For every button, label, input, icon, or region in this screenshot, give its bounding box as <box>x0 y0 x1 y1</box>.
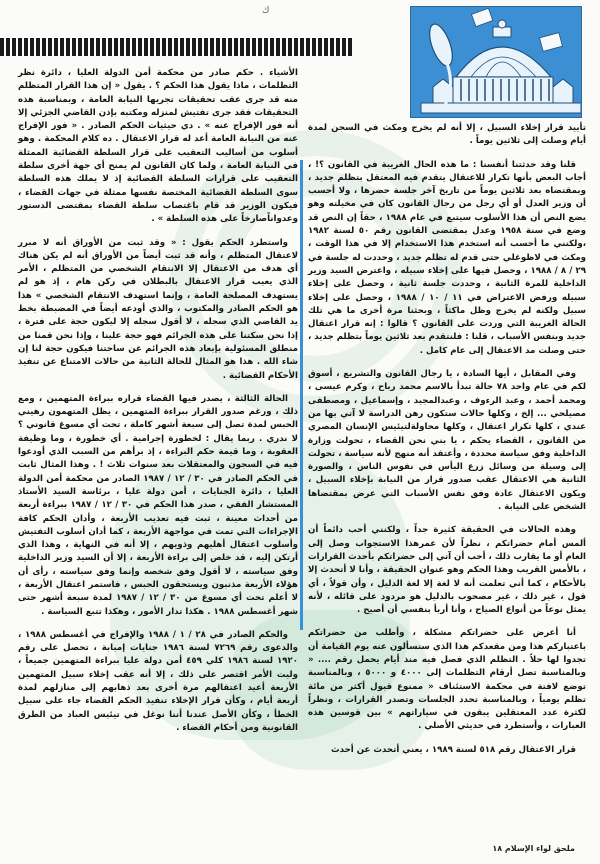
article-paragraph: الأشياء . حكم صادر من محكمة أمن الدولة العليا ، دائرة نظر التظلمات ، ماذا يقول هذا الحكم ؟ . يقول « إن هذا القرار المتظلم منه قد جرى عقب تحقيقات تجريها النيابة العامة ، وبمناسبة هذه التحقيقات فقد جرى تفتيش لمنزله ومكتبه بإذن القاضي الجزئي إلا أنه فور الإفراج عنه » . دي حيثيات الحكم الصادر . « فور الإفراج عنه من النيابة العامة أعد له قرار الاعتقال . ده كلام المحكمة . وهو أسلوب من أساليب التعقيب على قرار السلطة القضائية الممثلة في النيابة العامة ، ولما كان القانون لم يمنح أي جهة أخرى سلطة التعقيب على قرارات السلطة القضائية إذ لا يملك هذه السلطة سوى السلطة القضائية المختصة نفسها ممثلة في جهات القضاء ، فيكون الوزير قد قام باغتصاب سلطة القضاء بمقتضى الدستور وعدواناًصارخاً على هذه السلطة » . <box>18 68 298 225</box>
article-paragraph: تأييد قرار إخلاء السبيل ، إلا أنه لم يخرج ومكث في السجن لمدة أيام وصلت إلى ثلاثين يوماً . <box>308 123 586 147</box>
article-paragraph: الحالة الثالثة ، يصدر فيها القضاء قراره ببراءة المتهمين ، ومع ذلك ، ورغم صدور القرار ببراءة المتهمين ، يظل المتهمون رهيني الحبس لمدة تصل إلى سبعة أشهر كاملة ، تحت أي مسوغ قانوني ؟ لا ندري . ربما يقال : لخطورة إجرامية . أي خطورة ، وما وظيفة العقوبة ، وما قيمة حكم البراءة ، إذ برأهم من السبب الذي أودعوا فيه في السجون والمعتقلات بعد سنوات ثلاث ! . وهذا المثال ثابت في الحكم الصادر في ٣٠ / ١٢ / ١٩٨٧ الصادر من محكمة أمن الدولة العليا ، دائرة الجنايات ، أمن دولة عليا ، برئاسة السيد الأستاذ المستشار الفقي ، صدر هذا الحكم في ٣٠ / ١٢ / ١٩٨٧ ببراءة أربعة من أحداث معينة ، ثبت فيه تعذيب الأربعة ، وأدان الحكم كافة الإجراءات التي تمت في مواجهة الأربعة ، كما أدان أسلوب التفتيش وأسلوب اعتقال أهليهم وذويهم ، إلا أنه في النهاية ، وهذا الذي أرتكن إليه ، قد خلص إلى براءة الأربعة ، إلا أن السيد وزير الداخلية وفق سياسته ، لا أقول وفق شخصه وإنما وفق سياسته ، رأى أن هؤلاء الأربعة مذنبون ويستحقون الحبس ، فاستمر اعتقال الأربعة ، لا أعلم تحت أي مسوغ من ٣٠ / ١٢ / ١٩٨٧ لمدة سبعة أشهر حتى شهر أغسطس ١٩٨٨ . هكذا تدار الأمور ، وهكذا تتبع السياسة . <box>18 393 299 617</box>
article-paragraph: قلنا وقد حدثتنا أنفسنا : ما هذه الحال الغريبة في القانون ؟! ، أجاب البعض بأنها تكرار للاعتقال يتقدم فيه المعتقل بتظلم جديد ، وبمقتضاه بعد ثلاثين يوماً من تاريخ آخر جلسة حضرها ، ولا أحسب أن وزير العدل أو أي رجل من رجال القانون كان في مخيلته وهو يضع النص أن هذا الأسلوب سيتبع في عام ١٩٨٨ ، حقاً إن النص قد وضع في سنة ١٩٥٨ وعدل بمقتضى القانون رقم ٥٠ لسنة ١٩٨٢ ،ولكنني ما أحسب أنه استخدم هذا الاستخدام إلا في هذا الوقت ، ومكث في لاظوغلي حتى قدم له تظلم جديد ، وحددت له جلسة في ٢٩ / ٨ / ١٩٨٨ ، وحصل فيها على إخلاء سبيله ، واعترض السيد وزير الداخلية للمرة الثانية ، وحددت جلسة ثانية ، وحصل على إخلاء سبيله ورفض الاعتراض في ١١ / ١٠ / ١٩٨٨ ، وحصل على إخلاء سبيل ولكنه لم يخرج وظل ماكثاً ، وبحثنا مرة أخرى ما هي تلك الحالة الغريبة التي وردت على القانون ؟ قالوا : إنه قرار اعتقال جديد وبنفس الأسباب ، قلنا : فلنتقدم بعد ثلاثين يوماً بتظلم جديد ، حتى وصلت مد الاعتقال إلى عام كامل . <box>308 159 587 356</box>
column-accent-rule <box>300 160 303 630</box>
page-footer: ملحق لواء الإسلام ١٨ <box>492 844 575 853</box>
article-column-right <box>308 122 586 767</box>
courthouse-illustration <box>410 6 582 118</box>
article-paragraph: وهذه الحالات في الحقيقة كثيرة جداً ، ولكنني أحب دائماً أن ألمس أمام حضراتكم ، نظراً لأن عمرهذا الاستجواب وصل إلى العام أو ما يقارب ذلك ، أحب أن آتي إلى حضراتكم بأحدث القرارات ، بالأمس القريب وهذا الحكم وهو عنوان الحقيقة ، وأنا لا أتحدث إلا بالأحكام ، كما أني تعلمت أنه لا لغة إلا لغة الدليل ، وأن قولاً ، أي قول ، غير ذلك ، غير مصحوب بالدليل هو مردود على قائله ، لأنه يمثل نوعاً من أنواع الصياح ، وأنا أربأ بنفسي أن أصيح . <box>307 525 586 616</box>
article-paragraph: قرار الاعتقال رقم ٥١٨ لسنة ١٩٨٩ ، يعني أتحدث عن أحدث <box>331 744 576 755</box>
article-column-left <box>18 67 298 745</box>
decorative-header-bar <box>0 38 352 56</box>
article-paragraph: وفي المقابل ، أيها السادة ، يا رجال القانون والتشريع ، أسوق لكم في عام واحد ٧٨ حالة تبدأ بالاسم محمد رباح ، وكرم عيسى ، ومحمد أحمد ، وعبد الرءوف ، وعبدالمجيد ، وإسماعيل ، ومصطفى مصيلحي ... إلخ ، وكلها حالات ستكون رهن الدراسة لا آتي بها من عندي ، كلها تكرار اعتقال ، وكلها محاولةلتيئيس الإنسان المصري من القانون ، القضاء يحكم ، يا بني نحن القضاء ، تحولت وزارة الداخلية وفق سياسة محددة ، وأعتقد أنه منهج لأنه سياسة ، تحولت إلى وسيلة من وسائل زرع اليأس في نفوس الناس ، والصورة الثانية هي الاعتقال عقب صدور قرار من النيابة بإخلاء السبيل ، ويكون الاعتقال عادة وفق نفس الأسباب التي عرض بمقتضاها الشخص على النيابة . <box>308 369 587 513</box>
article-paragraph: واستطرد الحكم يقول : « وقد ثبت من الأوراق أنه لا مبرر لاعتقال المتظلم ، وأنه قد ثبت أيضاً من الأوراق أنه لم يكن هناك أي هدف من الاعتقال إلا الانتقام الشخصي من المتظلم ، الأمر الذي يعيب قرار الاعتقال بالبطلان في ركن هام ، إذ هو لم يستهدف المصلحة العامة ، وإنما استهدف الانتقام الشخصي » هذا هو الحكم الصادر والمكتوب ، والذي أودعه أيضاً في المضبطة بخط يد القاضي الذي سجله ، لا أقول سجله إلا ليكون حجة على فترة ، إذا نحن سكتنا على هذه الجرائم فهو حجة علينا ، وإذا نحن قمنا من منطلق المسئولية بإبعاد هذه الجرائم عن ساحتنا فيكون حجة لنا إن شاء الله . هذا هو المثال للحالة الثانية من حالات الامتناع عن تنفيذ الأحكام القضائية . <box>18 237 298 381</box>
courthouse-dome-icon <box>411 7 581 117</box>
page-mark: ﻙ <box>262 6 270 16</box>
article-paragraph: أنا أعرض على حضراتكم مشكلة ، وأطلب من حضراتكم باعتباركم هذا ومن مقعدكم هذا الذي ستسألون عنه يوم القيامة أن تجدوا لها حلاً . التظلم الذي فصل فيه منذ أيام يحمل رقم .... « وبالمناسبة تصل أرقام التظلمات إلى ٤٠٠٠ و ٥٠٠٠ ، وبالمناسبة توضع لافتة في محكمة الاستئناف « ممنوع قبول أكثر من مائة تظلم يومياً ، وبالمناسبة تحدد الجلسات وتصدر القرارات ، ونظراً لكثرة عدد المعتقلين يبقون في سياراتهم » بين قوسين هذه العبارات ، وأستطرد في حديثي الأصلي . <box>308 628 586 732</box>
article-paragraph: والحكم الصادر في ٢٨ / ١ / ١٩٨٨ والإفراج في أغسطس ١٩٨٨ ، والدعوى رقم ٧٢٦٩ لسنة ١٩٨٦ جنايات إمبابة ، تحصل على رقم ١٩٢٠ لسنة ١٩٨٦ كلي ٤٥٩ أمن دولة عليا ببراءة المتهمين جميعاً ، وليت الأمر اقتصر على ذلك ، إلا أنه عقب إخلاء سبيل المتهمين الأربعة أعيد اعتقالهم مرة أخرى بعد ذهابهم إلى منازلهم لمدة أربعة أيام ، وكأن قرار الإخلاء تنفيذ الحكم القضاء جاء على سبيل الخطأ ، وكأن الأصل عندنا أننا نوغل في تيئيس العباد من الطرق القانونية ومن أحكام القضاء . <box>18 629 298 733</box>
